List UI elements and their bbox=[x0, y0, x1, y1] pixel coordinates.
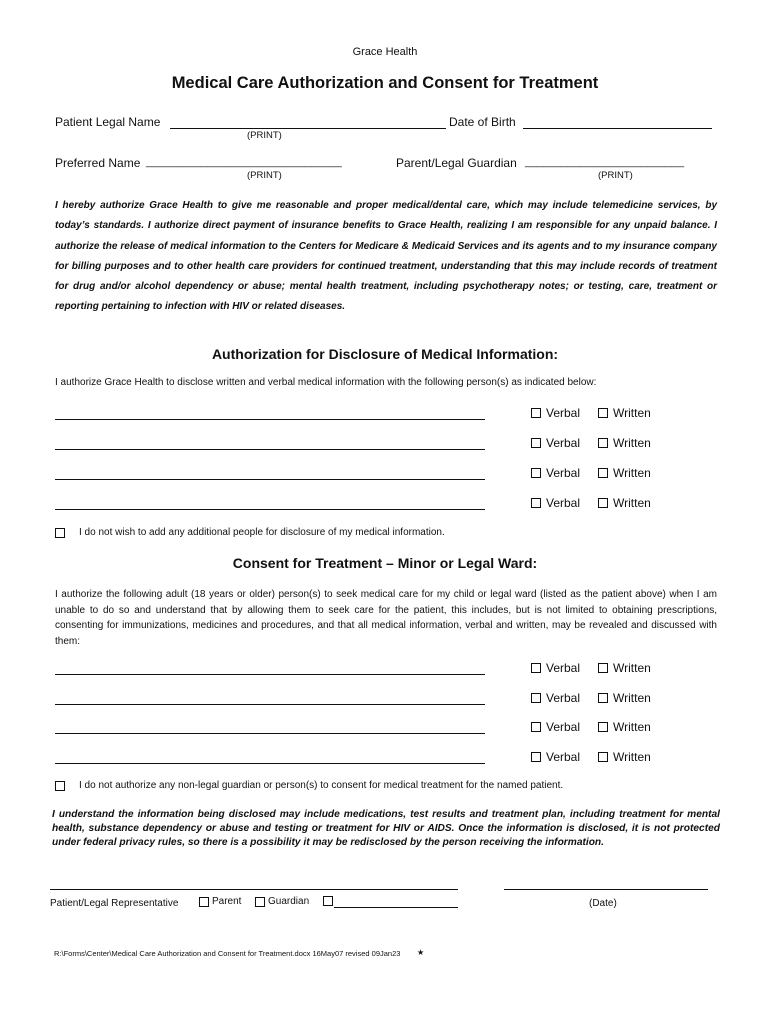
checkbox-icon bbox=[531, 722, 541, 732]
disclosure-person-line[interactable] bbox=[55, 509, 485, 510]
verbal-checkbox[interactable]: Verbal bbox=[531, 406, 580, 420]
checkbox-icon bbox=[531, 663, 541, 673]
authorization-paragraph: I hereby authorize Grace Health to give me reasonable and proper medical/dental care, which may include telemedicine services, by today’s standards. I authorize direct payment of insurance benefits to Grace Health, realizing I am responsible for any unpaid balance. I authorize the release of medical information to the Centers for Medicare & Medicaid Services and its agents and to my insurance company for billing purposes and to other health care providers for continued treatment, understanding that this may include records of treatment for drug and/or alcohol dependency or abuse; mental health treatment, including psychotherapy notes; or testing, care, treatment or reporting pertaining to infection with HIV or related diseases. bbox=[55, 200, 717, 313]
other-relationship-field[interactable] bbox=[334, 907, 458, 908]
checkbox-icon bbox=[598, 663, 608, 673]
other-checkbox[interactable] bbox=[323, 896, 338, 906]
written-checkbox[interactable]: Written bbox=[598, 691, 651, 705]
written-checkbox[interactable]: Written bbox=[598, 466, 651, 480]
checkbox-icon bbox=[55, 528, 65, 538]
representative-label: Patient/Legal Representative bbox=[50, 898, 179, 909]
verbal-checkbox[interactable]: Verbal bbox=[531, 436, 580, 450]
star-icon: ★ bbox=[417, 948, 425, 957]
checkbox-icon bbox=[531, 752, 541, 762]
organization-name: Grace Health bbox=[352, 46, 418, 58]
disclosure-intro: I authorize Grace Health to disclose written and verbal medical information with the following person(s) as indicated below: bbox=[55, 377, 597, 388]
verbal-checkbox[interactable]: Verbal bbox=[531, 661, 580, 675]
print-hint: (PRINT) bbox=[598, 170, 633, 181]
parent-legal-guardian-field[interactable]: __________________________ bbox=[525, 156, 685, 168]
patient-legal-name-field[interactable] bbox=[170, 116, 446, 129]
date-label: (Date) bbox=[589, 898, 617, 909]
guardian-checkbox[interactable]: Guardian bbox=[255, 896, 309, 907]
checkbox-icon bbox=[598, 693, 608, 703]
parent-legal-guardian-label: Parent/Legal Guardian bbox=[396, 156, 517, 170]
disclosure-person-line[interactable] bbox=[55, 479, 485, 480]
checkbox-icon bbox=[255, 897, 265, 907]
checkbox-icon bbox=[55, 781, 65, 791]
disclosure-person-line[interactable] bbox=[55, 449, 485, 450]
footer-file-path: R:\Forms\Center\Medical Care Authorization and Consent for Treatment.docx 16May07 revised 09Jan23 bbox=[54, 949, 401, 958]
disclosure-heading: Authorization for Disclosure of Medical Information: bbox=[211, 346, 559, 362]
checkbox-icon bbox=[199, 897, 209, 907]
verbal-checkbox[interactable]: Verbal bbox=[531, 720, 580, 734]
checkbox-icon bbox=[598, 408, 608, 418]
preferred-name-field[interactable]: ________________________________ bbox=[146, 156, 342, 168]
consent-person-line[interactable] bbox=[55, 763, 485, 764]
checkbox-icon bbox=[598, 438, 608, 448]
verbal-checkbox[interactable]: Verbal bbox=[531, 496, 580, 510]
date-signature-line[interactable] bbox=[504, 889, 708, 890]
disclosure-opt-out-checkbox[interactable]: I do not wish to add any additional people for disclosure of my medical information. bbox=[55, 527, 445, 538]
checkbox-icon bbox=[531, 498, 541, 508]
consent-person-line[interactable] bbox=[55, 733, 485, 734]
checkbox-icon bbox=[531, 408, 541, 418]
checkbox-icon bbox=[598, 468, 608, 478]
consent-heading: Consent for Treatment – Minor or Legal Ward: bbox=[232, 555, 538, 571]
checkbox-icon bbox=[598, 498, 608, 508]
checkbox-icon bbox=[323, 896, 333, 906]
print-hint: (PRINT) bbox=[247, 130, 282, 141]
parent-checkbox[interactable]: Parent bbox=[199, 896, 241, 907]
checkbox-icon bbox=[531, 468, 541, 478]
checkbox-icon bbox=[598, 752, 608, 762]
date-of-birth-label: Date of Birth bbox=[449, 115, 516, 129]
written-checkbox[interactable]: Written bbox=[598, 496, 651, 510]
preferred-name-label: Preferred Name bbox=[55, 156, 141, 170]
written-checkbox[interactable]: Written bbox=[598, 406, 651, 420]
understanding-paragraph: I understand the information being disclosed may include medications, test results and treatment plan, including treatment for mental health, substance dependency or abuse and testing or treatment for HIV or AIDS. Once the information is disclosed, it is not protected under federal privacy rules, so there is a possibility it may be redisclosed by the person receiving the information. bbox=[52, 809, 720, 848]
verbal-checkbox[interactable]: Verbal bbox=[531, 750, 580, 764]
checkbox-icon bbox=[598, 722, 608, 732]
consent-person-line[interactable] bbox=[55, 704, 485, 705]
date-of-birth-field[interactable] bbox=[523, 116, 712, 129]
consent-person-line[interactable] bbox=[55, 674, 485, 675]
print-hint: (PRINT) bbox=[247, 170, 282, 181]
checkbox-icon bbox=[531, 438, 541, 448]
verbal-checkbox[interactable]: Verbal bbox=[531, 691, 580, 705]
written-checkbox[interactable]: Written bbox=[598, 750, 651, 764]
written-checkbox[interactable]: Written bbox=[598, 720, 651, 734]
representative-signature-line[interactable] bbox=[50, 889, 458, 890]
verbal-checkbox[interactable]: Verbal bbox=[531, 466, 580, 480]
written-checkbox[interactable]: Written bbox=[598, 436, 651, 450]
consent-opt-out-checkbox[interactable]: I do not authorize any non-legal guardian or person(s) to consent for medical treatment for the named patient. bbox=[55, 780, 563, 791]
consent-intro: I authorize the following adult (18 years or older) person(s) to seek medical care for my child or legal ward (listed as the patient above) when I am unable to do so and understand that by allowing them to seek care for the patient, this includes, but is not limited to obtaining prescriptions, consenting for immunizations, medicines and procedures, and that all medical information, verbal and written, may be revealed and discussed with them: bbox=[55, 589, 717, 647]
checkbox-icon bbox=[531, 693, 541, 703]
written-checkbox[interactable]: Written bbox=[598, 661, 651, 675]
disclosure-person-line[interactable] bbox=[55, 419, 485, 420]
patient-legal-name-label: Patient Legal Name bbox=[55, 115, 161, 129]
form-title: Medical Care Authorization and Consent for Treatment bbox=[171, 74, 599, 92]
